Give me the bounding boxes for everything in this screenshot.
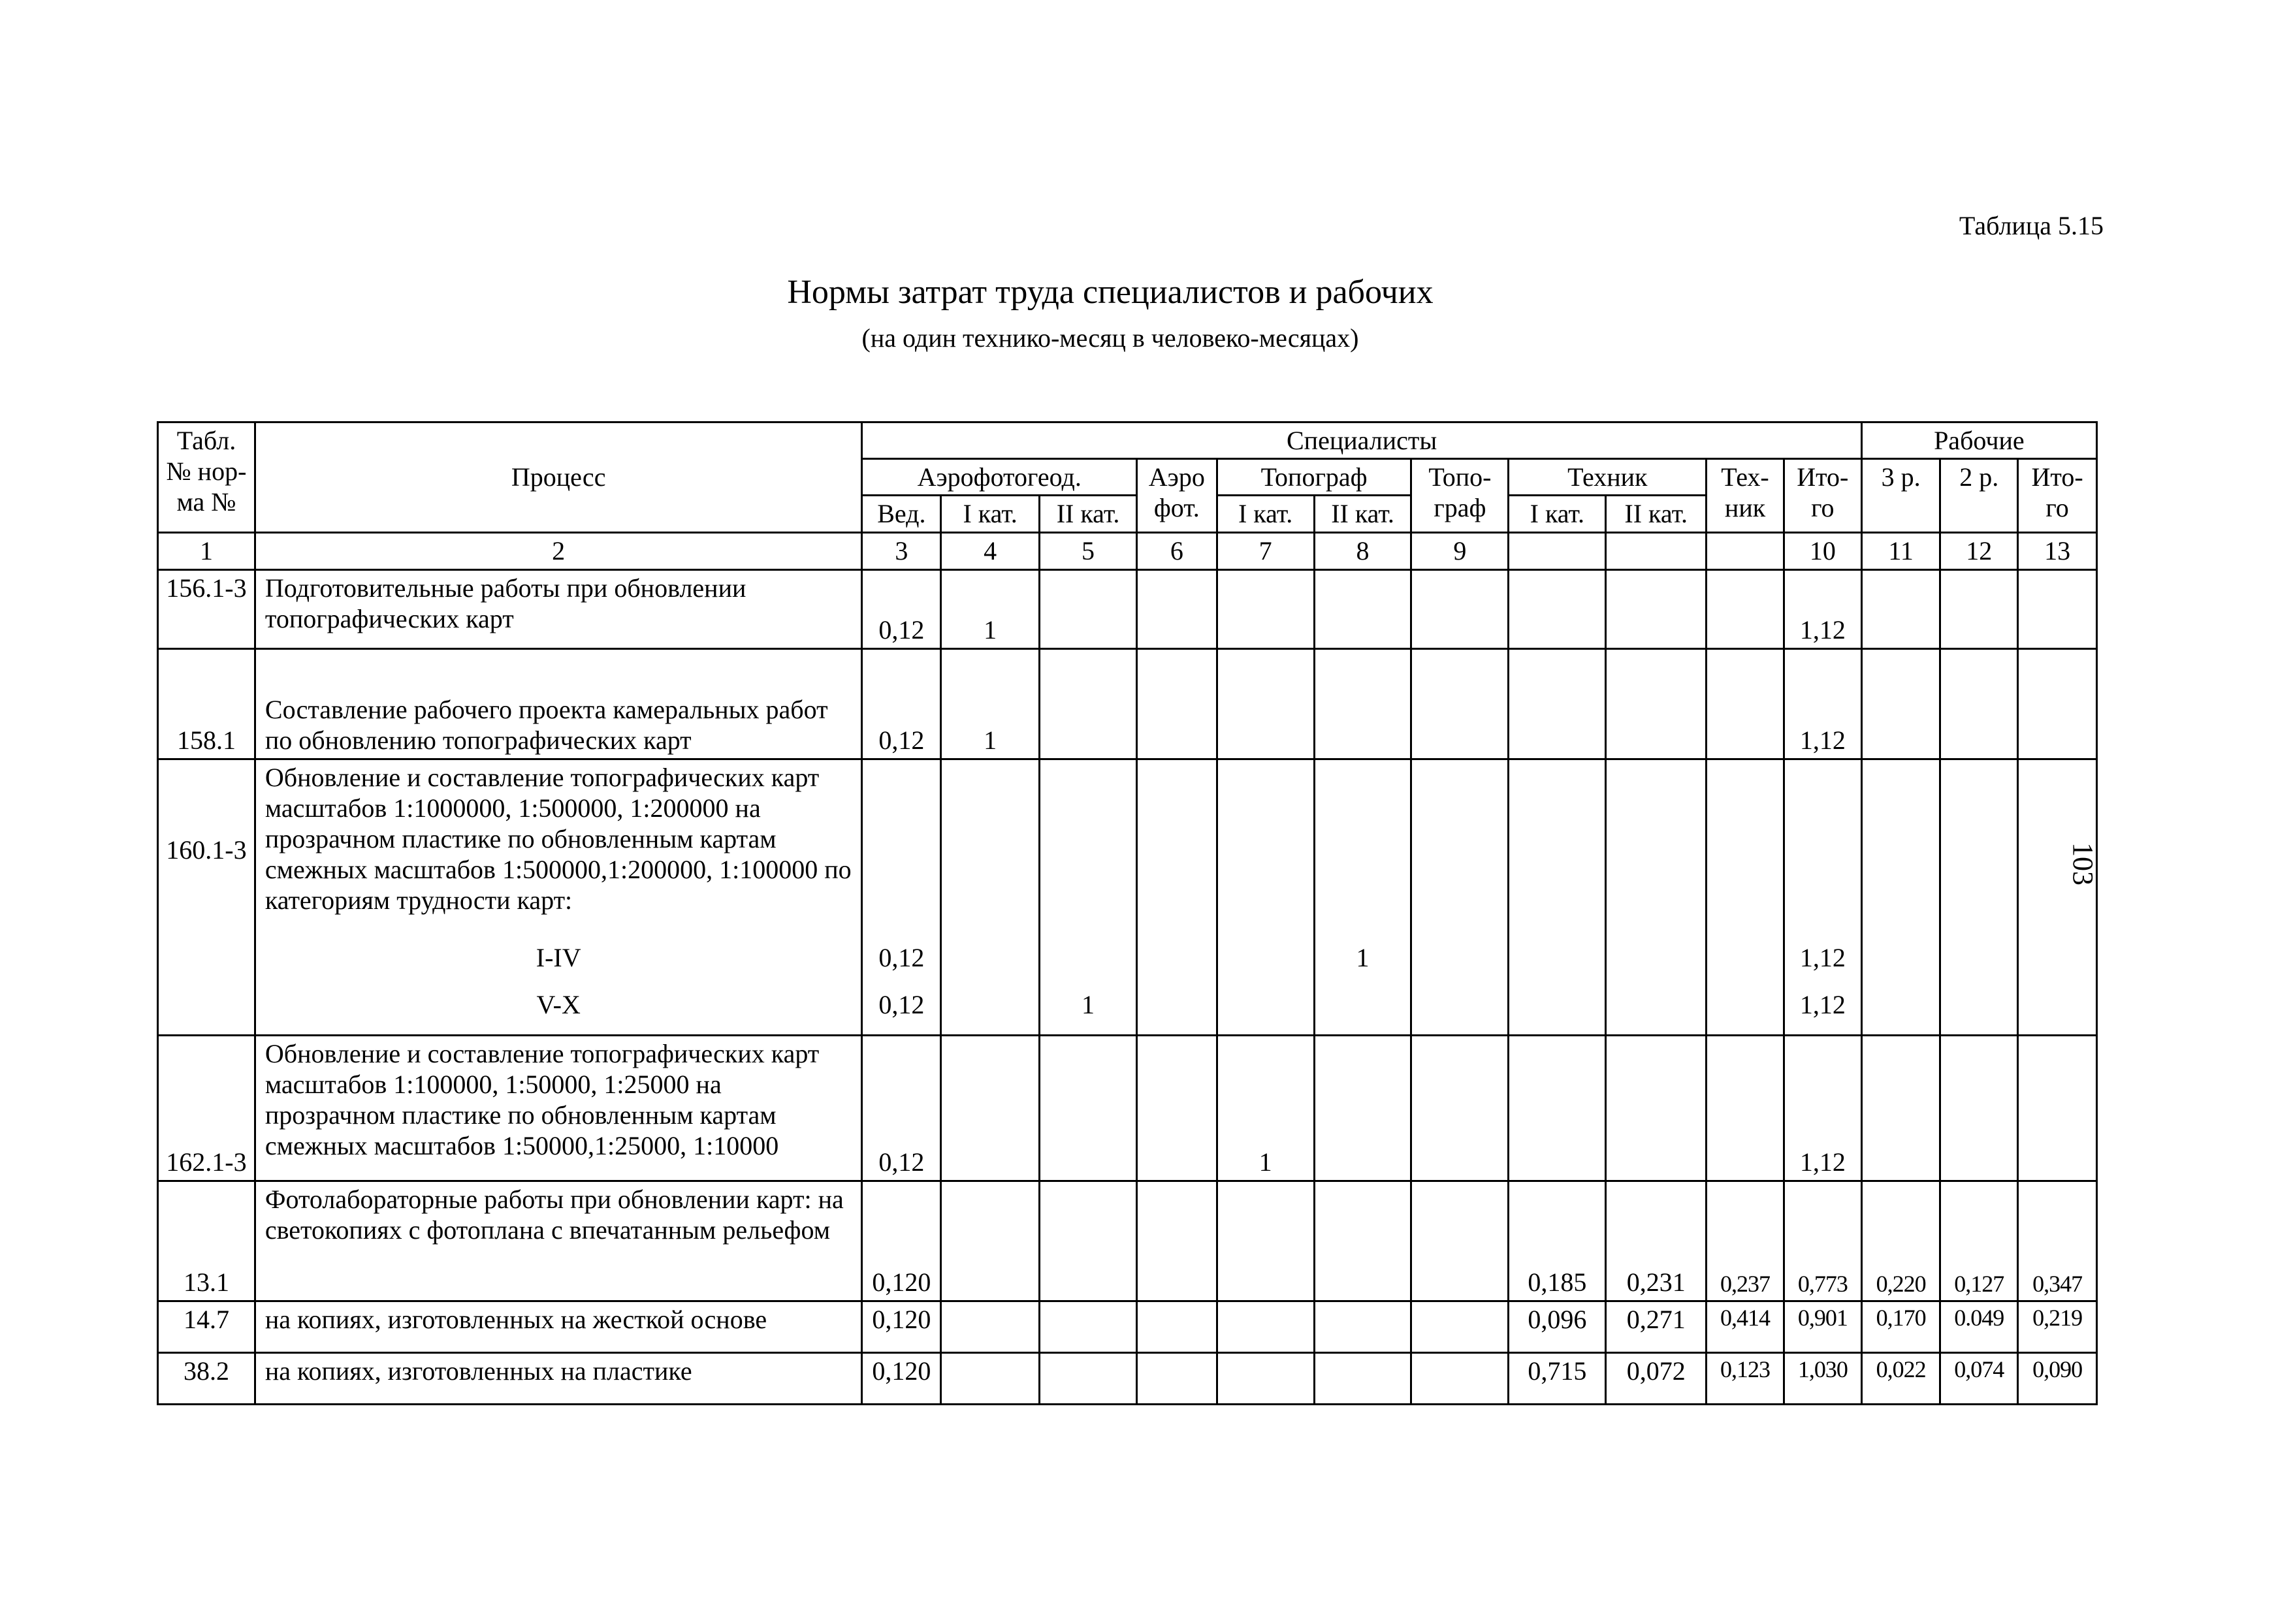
cell: 0,715 [1509,1352,1606,1404]
cell: 0,090 [2018,1352,2097,1404]
table-row [158,1035,2097,1181]
cell [941,1181,1040,1301]
cell: 0,123 [1707,1352,1784,1404]
cell [1940,648,2018,759]
cell [1136,1352,1217,1404]
cell [941,1352,1040,1404]
cell [1217,759,1314,940]
header-i-kat: I кат. [941,496,1040,532]
cell [1606,1035,1707,1181]
cell [1940,759,2018,940]
header-topograf-single: Топо-граф [1411,459,1509,532]
cell [1509,759,1606,940]
column-number [1707,532,1784,569]
cell: 1,030 [1784,1352,1861,1404]
cell [1314,648,1411,759]
row-id: 14.7 [158,1301,255,1352]
column-number: 4 [941,532,1040,569]
cell [1314,1035,1411,1181]
cell [1861,759,1940,940]
cell [1509,569,1606,648]
header-itogo-work: Ито-го [2018,459,2097,532]
column-number-row [158,532,2097,569]
row-id: 160.1-3 [158,759,255,940]
cell [1314,1352,1411,1404]
cell [2018,569,2097,648]
cell [941,1301,1040,1352]
row-process: V-X [255,987,862,1036]
cell [1784,759,1861,940]
cell [941,759,1040,940]
cell [2018,987,2097,1036]
table-caption: Таблица 5.15 [1959,211,2104,240]
cell [1040,1352,1137,1404]
cell [1040,940,1137,987]
cell: 1,12 [1784,987,1861,1036]
cell [1040,1181,1137,1301]
page-subtitle: (на один технико-месяц в человеко-месяцах) [861,323,1359,353]
table-row [158,1301,2097,1352]
cell: 0,347 [2018,1181,2097,1301]
cell: 0,12 [862,1035,941,1181]
cell: 0,127 [1940,1181,2018,1301]
row-process: Фотолабораторные работы при обновлении карт: на светокопиях с фотоплана с впечатанным рельефом [255,1181,862,1301]
cell [1040,759,1137,940]
cell [1314,569,1411,648]
cell [1314,1181,1411,1301]
cell [1136,569,1217,648]
column-number: 11 [1861,532,1940,569]
cell [1509,648,1606,759]
row-id: 162.1-3 [158,1035,255,1181]
cell [1217,987,1314,1036]
cell: 1 [941,569,1040,648]
norms-table [157,421,2098,1405]
header-aerofotogeod: Аэрофотогеод. [862,459,1137,496]
row-id: 156.1-3 [158,569,255,648]
header-tekhnik-group: Техник [1509,459,1707,496]
cell: 0.049 [1940,1301,2018,1352]
cell [1861,940,1940,987]
column-number: 9 [1411,532,1509,569]
cell: 0,414 [1707,1301,1784,1352]
row-process: на копиях, изготовленных на жесткой основе [255,1301,862,1352]
cell: 0,220 [1861,1181,1940,1301]
cell: 1,12 [1784,569,1861,648]
header-tabl-no: Табл. № нор-ма № [158,422,255,533]
column-number: 6 [1136,532,1217,569]
cell: 0,901 [1784,1301,1861,1352]
column-number: 1 [158,532,255,569]
cell [1707,940,1784,987]
cell [941,987,1040,1036]
row-process: на копиях, изготовленных на пластике [255,1352,862,1404]
cell [1940,940,2018,987]
cell [1707,987,1784,1036]
row-process: Обновление и составление топографических карт масштабов 1:1000000, 1:500000, 1:200000 на прозрачном пластике по обновленным картам смежных масштабов 1:500000,1:200000, 1:100000 по категориям трудности карт: [255,759,862,940]
header-ii-kat: II кат. [1040,496,1137,532]
column-number: 13 [2018,532,2097,569]
cell [1940,1035,2018,1181]
table-row [158,1181,2097,1301]
cell [1411,648,1509,759]
row-id: 38.2 [158,1352,255,1404]
cell: 0,773 [1784,1181,1861,1301]
cell [1136,1181,1217,1301]
table-row [158,759,2097,940]
cell [2018,648,2097,759]
row-id: 158.1 [158,648,255,759]
header-topo-ii-kat: II кат. [1314,496,1411,532]
cell: 0,219 [2018,1301,2097,1352]
cell: 1 [1040,987,1137,1036]
cell [1509,987,1606,1036]
cell [1411,569,1509,648]
cell: 0,12 [862,987,941,1036]
cell [1217,1301,1314,1352]
cell: 0,12 [862,648,941,759]
page-title: Нормы затрат труда специалистов и рабочих [787,274,1434,311]
column-number [1606,532,1707,569]
row-process: I-IV [255,940,862,987]
header-itogo-spec: Ито-го [1784,459,1861,532]
page-number: 103 [2067,842,2099,885]
cell: 0,237 [1707,1181,1784,1301]
cell [1040,648,1137,759]
cell [1411,987,1509,1036]
cell: 0,12 [862,569,941,648]
cell [1861,648,1940,759]
cell: 0,120 [862,1352,941,1404]
table-row [158,987,2097,1036]
cell [1707,1035,1784,1181]
cell [1217,569,1314,648]
cell [1314,759,1411,940]
header-specialists: Специалисты [862,422,1861,459]
cell [1217,1352,1314,1404]
cell [1136,987,1217,1036]
header-topo-i-kat: I кат. [1217,496,1314,532]
header-tekh-ii-kat: II кат. [1606,496,1707,532]
cell [1217,648,1314,759]
cell: 1,12 [1784,648,1861,759]
cell [1861,1035,1940,1181]
header-tekh-i-kat: I кат. [1509,496,1606,532]
cell [2018,940,2097,987]
cell [1411,759,1509,940]
cell [1411,1035,1509,1181]
cell [1040,1035,1137,1181]
header-r2: 2 р. [1940,459,2018,532]
cell [1606,569,1707,648]
cell: 1,12 [1784,1035,1861,1181]
header-aero-fot: Аэро фот. [1136,459,1217,532]
cell: 0,022 [1861,1352,1940,1404]
column-number: 10 [1784,532,1861,569]
column-number: 3 [862,532,941,569]
cell [1940,987,2018,1036]
cell [1606,759,1707,940]
column-number: 7 [1217,532,1314,569]
row-process: Составление рабочего проекта камеральных работ по обновлению топографических карт [255,648,862,759]
cell [1509,1035,1606,1181]
cell [1861,569,1940,648]
cell [1040,1301,1137,1352]
header-topograf-group: Топограф [1217,459,1411,496]
column-number: 12 [1940,532,2018,569]
table-row [158,648,2097,759]
cell [1606,940,1707,987]
cell [1509,940,1606,987]
cell [1136,940,1217,987]
cell: 0,12 [862,940,941,987]
cell [941,940,1040,987]
cell [1314,1301,1411,1352]
cell [1606,987,1707,1036]
cell: 0,185 [1509,1181,1606,1301]
cell: 0,231 [1606,1181,1707,1301]
cell: 0,120 [862,1181,941,1301]
table-row [158,1352,2097,1404]
cell: 1 [1217,1035,1314,1181]
cell [1707,569,1784,648]
table-row [158,569,2097,648]
cell [1411,1352,1509,1404]
column-number: 2 [255,532,862,569]
header-process: Процесс [255,422,862,533]
row-id [158,940,255,987]
cell [1217,1181,1314,1301]
cell [941,1035,1040,1181]
cell: 0,096 [1509,1301,1606,1352]
cell: 0,170 [1861,1301,1940,1352]
cell [1411,940,1509,987]
row-id: 13.1 [158,1181,255,1301]
cell [1314,987,1411,1036]
cell [862,759,941,940]
cell [1861,987,1940,1036]
cell [1217,940,1314,987]
cell: 0,072 [1606,1352,1707,1404]
row-process: Обновление и составление топографических карт масштабов 1:100000, 1:50000, 1:25000 на прозрачном пластике по обновленным картам смежных масштабов 1:50000,1:25000, 1:10000 [255,1035,862,1181]
cell: 0,120 [862,1301,941,1352]
cell [2018,759,2097,940]
cell [1940,569,2018,648]
cell [1411,1301,1509,1352]
cell [1136,1301,1217,1352]
row-id [158,987,255,1036]
cell [1411,1181,1509,1301]
header-r3: 3 р. [1861,459,1940,532]
cell [1136,1035,1217,1181]
cell [1707,759,1784,940]
cell: 0,271 [1606,1301,1707,1352]
table-row [158,940,2097,987]
cell [1136,759,1217,940]
cell: 1 [941,648,1040,759]
header-tekhnik-single: Тех-ник [1707,459,1784,532]
column-number: 8 [1314,532,1411,569]
cell [1606,648,1707,759]
cell: 1,12 [1784,940,1861,987]
cell: 1 [1314,940,1411,987]
header-ved: Вед. [862,496,941,532]
cell [1040,569,1137,648]
cell [1707,648,1784,759]
header-workers: Рабочие [1861,422,2096,459]
cell [2018,1035,2097,1181]
row-process: Подготовительные работы при обновлении топографических карт [255,569,862,648]
cell: 0,074 [1940,1352,2018,1404]
column-number: 5 [1040,532,1137,569]
cell [1136,648,1217,759]
column-number [1509,532,1606,569]
